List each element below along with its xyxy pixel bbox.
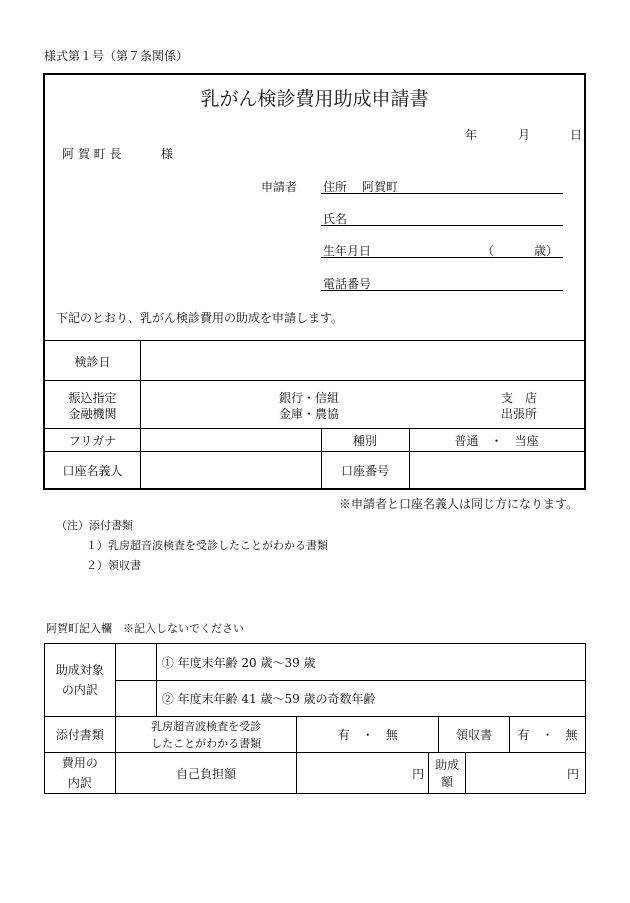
form-number: 様式第１号（第７条関係）: [44, 49, 189, 63]
receipt-yes-no: 有 ・ 無: [510, 717, 586, 753]
docs-desc-1: 乳房超音波検査を受診: [151, 719, 262, 733]
table-line: [45, 340, 584, 341]
office-use-table: [44, 643, 586, 794]
docs-label: 添付書類: [45, 717, 116, 753]
self-pay-yen: 円: [297, 753, 429, 794]
birthdate-label: 生年月日: [323, 244, 372, 258]
cost-label-cell: [45, 753, 116, 794]
docs-desc-2: したことがわかる書類: [151, 736, 262, 750]
table-line: [45, 380, 584, 381]
cost-label-1: 費用の: [61, 756, 98, 770]
table-line: [45, 428, 584, 429]
account-type-options: 普通 ・ 当座: [454, 434, 539, 448]
addressee-honorific: 様: [161, 147, 174, 161]
target-label-1: 助成対象: [55, 663, 104, 677]
attachment-item-2: ２）領収書: [86, 559, 141, 572]
address-underline: [321, 193, 563, 194]
target-option-2: ② 年度末年齢 41 歳～59 歳の奇数年齢: [156, 681, 585, 717]
furigana-label: フリガナ: [68, 434, 117, 448]
docs-desc-cell: [115, 717, 297, 753]
account-number-label: 口座番号: [340, 464, 389, 478]
addressee-name: 阿 賀 町 長: [62, 147, 122, 161]
bank-label-1: 振込指定: [68, 391, 117, 405]
exam-date-label: 検診日: [74, 355, 111, 369]
subsidy-label: 助成額: [429, 753, 466, 794]
age-open: （: [482, 244, 495, 258]
date-month: 月: [518, 128, 531, 142]
applicant-label: 申請者: [261, 180, 298, 194]
date-year: 年: [465, 128, 478, 142]
address-label: 住所: [323, 180, 348, 194]
attachment-item-1: １）乳房超音波検査を受診したことがわかる書類: [86, 539, 328, 552]
docs-yes-no: 有 ・ 無: [297, 717, 439, 753]
address-value: 阿賀町: [362, 180, 399, 194]
bank-type-1: 銀行・信組: [279, 391, 340, 405]
holder-label: 口座名義人: [62, 464, 123, 478]
form-title: 乳がん検診費用助成申請書: [200, 88, 429, 110]
target-check-2: [115, 681, 156, 717]
target-option-1: ① 年度末年齢 20 歳～39 歳: [156, 644, 585, 681]
self-pay-label: 自己負担額: [115, 753, 297, 794]
age-close: 歳）: [534, 244, 559, 258]
subsidy-yen: 円: [466, 753, 586, 794]
bank-label-2: 金融機関: [68, 407, 117, 421]
date-day: 日: [570, 128, 583, 142]
target-label-2: の内訳: [61, 683, 98, 697]
applicant-note: ※申請者と口座名義人は同じ方になります。: [338, 497, 578, 511]
table-line: [140, 340, 141, 488]
name-underline: [321, 225, 563, 226]
application-statement: 下記のとおり、乳がん検診費用の助成を申請します。: [56, 311, 344, 325]
cost-label-2: 内訳: [67, 776, 92, 790]
phone-label: 電話番号: [323, 277, 372, 291]
bank-type-2: 金庫・農協: [279, 407, 340, 421]
name-label: 氏名: [323, 212, 348, 226]
birthdate-underline: [321, 257, 563, 258]
receipt-label: 領収書: [439, 717, 510, 753]
office-use-heading: 阿賀町記入欄 ※記入しないでください: [46, 622, 244, 635]
attachments-heading: （注）添付書類: [56, 519, 133, 532]
branch-2: 出張所: [501, 407, 538, 421]
branch-1: 支 店: [501, 391, 538, 405]
table-line: [45, 451, 584, 452]
target-label-cell: [45, 644, 116, 717]
phone-underline: [321, 290, 563, 291]
account-type-label: 種別: [352, 434, 377, 448]
target-check-1: [115, 644, 156, 681]
